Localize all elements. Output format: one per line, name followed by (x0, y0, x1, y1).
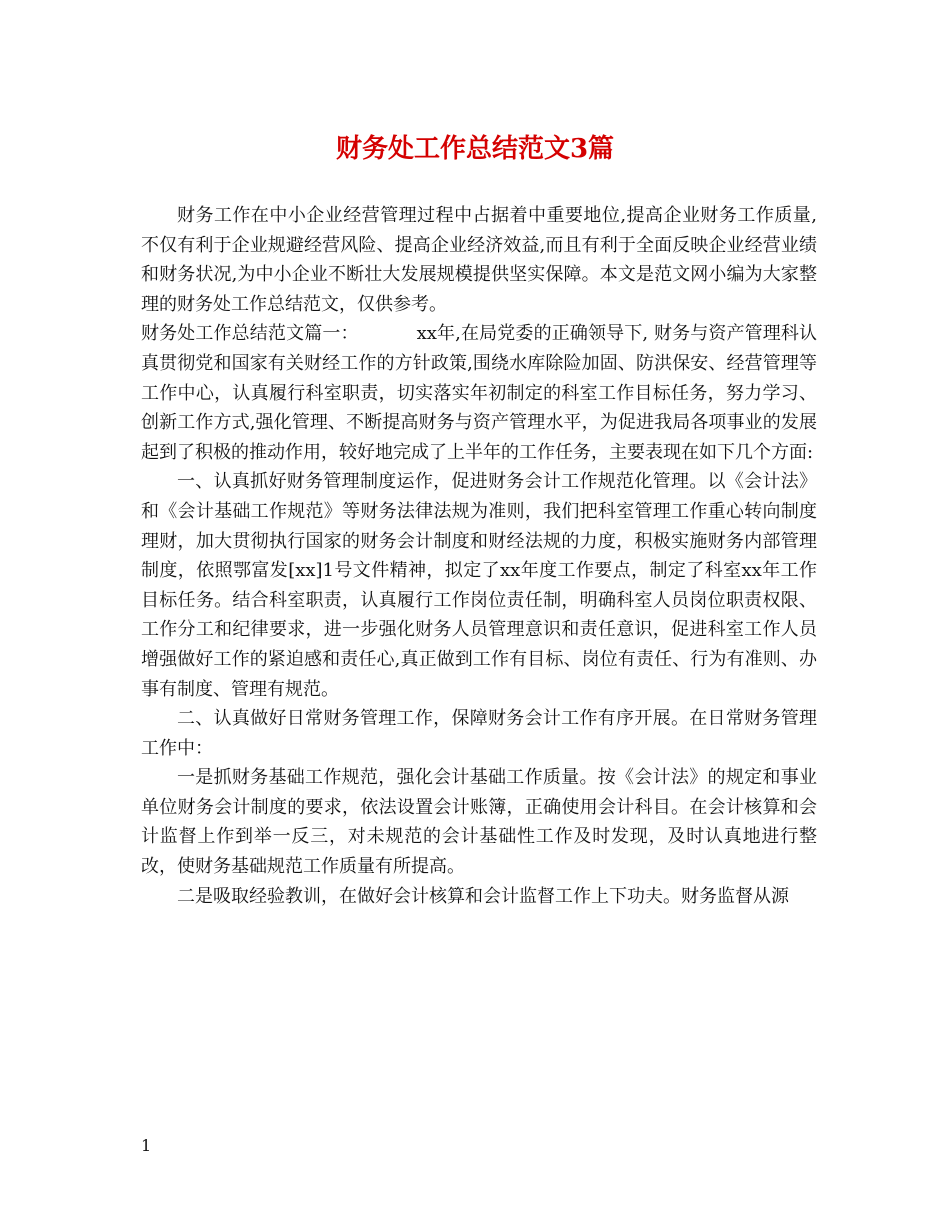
intro-paragraph: 财务工作在中小企业经营管理过程中占据着中重要地位,提高企业财务工作质量,不仅有利于企业规避经营风险、提高企业经济效益,而且有利于全面反映企业经营业绩和财务状况,为中小企业不断壮大发展规模提供坚实保障。本文是范文网小编为大家整理的财务处工作总结范文，仅供参考。 (141, 205, 817, 315)
section-one-text: xx年,在局党委的正确领导下, 财务与资产管理科认真贯彻党和国家有关财经工作的方针政策,围绕水库除险加固、防洪保安、经营管理等工作中心，认真履行科室职责，切实落实年初制定的科室工作目标任务，努力学习、创新工作方式,强化管理、不断提高财务与资产管理水平，为促进我局各项事业的发展起到了积极的推动作用，较好地完成了上半年的工作任务，主要表现在如下几个方面: (141, 323, 818, 463)
document-body (141, 201, 817, 911)
section-one-heading: 财务处工作总结范文篇一： (141, 323, 359, 345)
body-paragraph: 二、认真做好日常财务管理工作，保障财务会计工作有序开展。在日常财务管理工作中： (141, 708, 817, 759)
page-number: 1 (141, 1136, 152, 1155)
body-paragraph: 一、认真抓好财务管理制度运作，促进财务会计工作规范化管理。以《会计法》和《会计基础工作规范》等财务法律法规为准则，我们把科室管理工作重心转向制度理财，加大贯彻执行国家的财务会计制度和财经法规的力度，积极实施财务内部管理制度，依照鄂富发[xx]1号文件精神，拟定了xx年度工作要点，制定了科室xx年工作目标任务。结合科室职责，认真履行工作岗位责任制，明确科室人员岗位职责权限、工作分工和纪律要求，进一步强化财务人员管理意识和责任意识，促进科室工作人员增强做好工作的紧迫感和责任心,真正做到工作有目标、岗位有责任、行为有准则、办事有制度、管理有规范。 (141, 471, 817, 700)
section-one-paragraph (141, 319, 817, 467)
body-paragraph: 二是吸取经验教训，在做好会计核算和会计监督工作上下功夫。财务监督从源 (177, 885, 789, 907)
body-paragraph: 一是抓财务基础工作规范，强化会计基础工作质量。按《会计法》的规定和事业单位财务会计制度的要求，依法设置会计账簿，正确使用会计科目。在会计核算和会计监督上作到举一反三，对未规范的会计基础性工作及时发现，及时认真地进行整改，使财务基础规范工作质量有所提高。 (141, 767, 817, 878)
document-title: 财务处工作总结范文3篇 (335, 134, 615, 164)
